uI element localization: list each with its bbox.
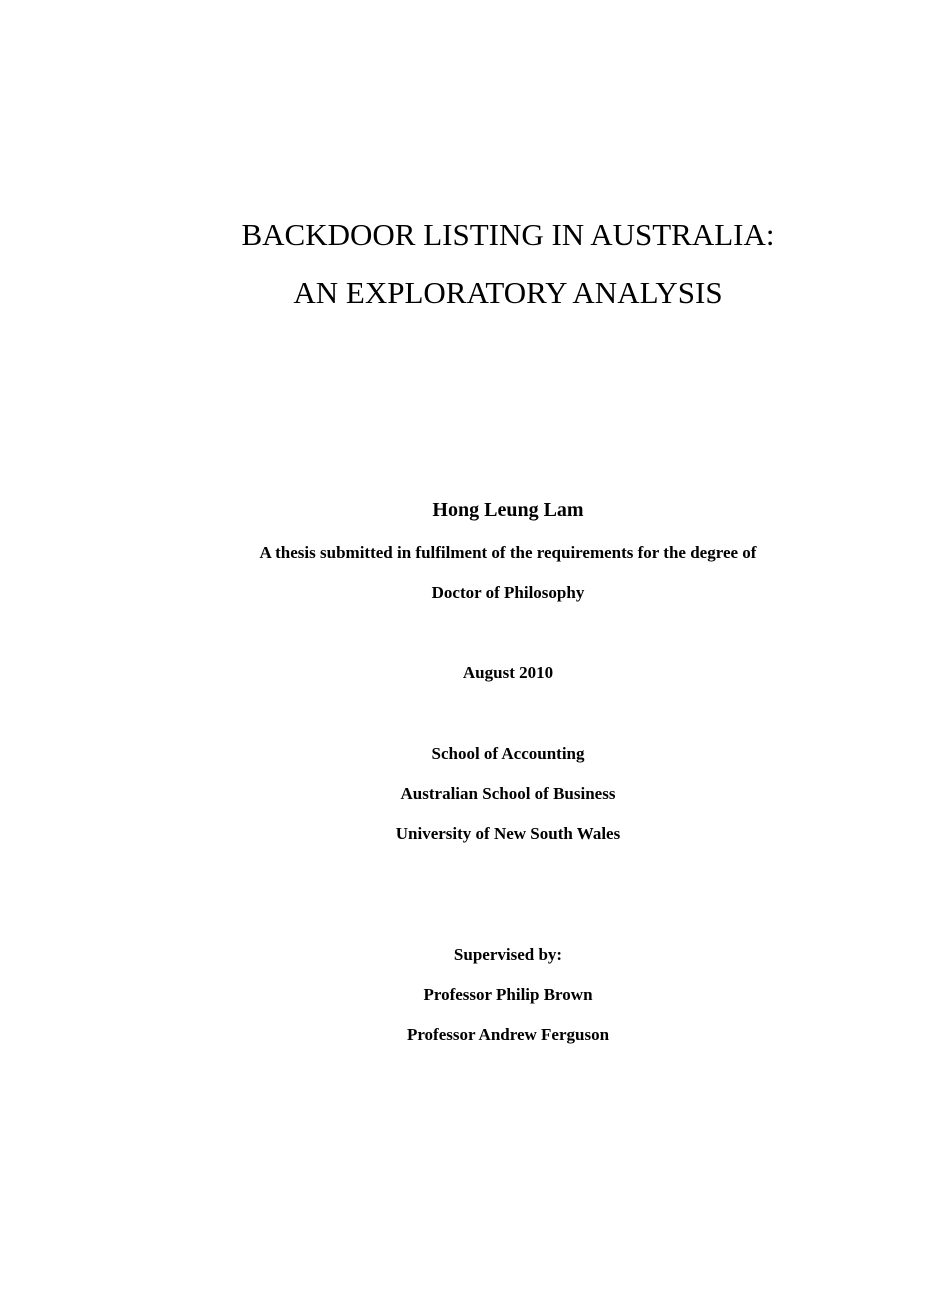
supervisor-1: Professor Philip Brown	[423, 985, 593, 1004]
supervised-by-heading: Supervised by:	[453, 945, 563, 964]
submission-date: August 2010	[462, 663, 554, 682]
supervisor-2: Professor Andrew Ferguson	[406, 1025, 610, 1044]
author-name: Hong Leung Lam	[432, 499, 584, 521]
thesis-title-line-1: BACKDOOR LISTING IN AUSTRALIA:	[241, 217, 775, 252]
faculty-name: Australian School of Business	[400, 784, 616, 803]
school-name: School of Accounting	[431, 744, 585, 763]
submission-statement: A thesis submitted in fulfilment of the requirements for the degree of	[259, 543, 757, 562]
thesis-title-line-2: AN EXPLORATORY ANALYSIS	[293, 275, 723, 310]
university-name: University of New South Wales	[395, 824, 621, 843]
degree-name: Doctor of Philosophy	[431, 583, 585, 602]
